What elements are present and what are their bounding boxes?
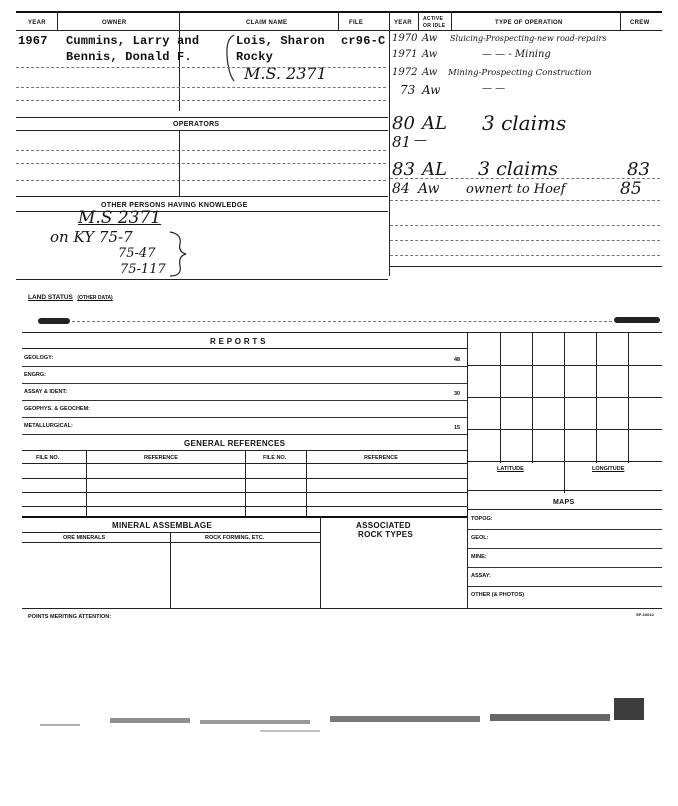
activity-year: 1970 <box>392 33 418 44</box>
operators-rule <box>16 150 386 151</box>
activity-row <box>392 67 662 83</box>
mineral-title: MINERAL ASSEMBLAGE <box>112 521 213 530</box>
col-divider <box>418 11 419 31</box>
rock-forming-label: ROCK FORMING, ETC. <box>205 535 265 541</box>
report-row <box>22 366 467 384</box>
activity-status: Aw <box>422 83 441 97</box>
header-type-of-operation: TYPE OF OPERATION <box>495 20 563 26</box>
activity-year: 83 <box>392 159 415 180</box>
references-col-file-no: FILE NO. <box>36 455 60 461</box>
operators-line <box>16 130 388 131</box>
map-row <box>468 529 662 549</box>
map-label: MINE: <box>471 554 487 560</box>
record-claim-mineral-survey: M.S. 2371 <box>244 64 327 83</box>
ore-minerals-label: ORE MINERALS <box>63 535 106 541</box>
grid-line <box>468 461 662 462</box>
activity-row <box>392 83 662 99</box>
land-status <box>28 286 113 304</box>
activity-rule <box>390 240 660 241</box>
section-rule <box>72 321 612 322</box>
report-label: GEOLOGY: <box>24 355 54 361</box>
activity-crew: 83 <box>627 159 650 180</box>
activity-rule <box>390 225 660 226</box>
header-year-2: YEAR <box>394 20 412 26</box>
operators-bottom-line <box>16 196 388 197</box>
lower-border <box>22 608 662 609</box>
references-col-reference-2: REFERENCE <box>364 455 398 461</box>
grid-line <box>468 429 662 430</box>
maps-title: MAPS <box>553 499 575 506</box>
activity-status: Aw <box>418 181 440 197</box>
persons-brace-icon <box>168 230 188 278</box>
header-year: YEAR <box>28 20 46 26</box>
grid-line <box>500 333 501 463</box>
references-divider <box>86 450 87 516</box>
report-number: 30 <box>454 391 461 397</box>
location-grid <box>468 333 662 463</box>
activity-operation: ownert to Hoef <box>466 182 566 197</box>
grid-line <box>468 397 662 398</box>
activity-bottom-line <box>390 266 662 267</box>
map-row <box>468 510 662 530</box>
record-rule <box>16 67 386 68</box>
col-divider <box>389 11 390 276</box>
activity-row <box>392 181 662 201</box>
map-label: GEOL: <box>471 535 489 541</box>
col-divider <box>620 11 621 31</box>
activity-row <box>392 49 662 65</box>
record-file: cr96-C <box>341 34 386 48</box>
activity-status: AL <box>422 159 447 180</box>
general-references-title: GENERAL REFERENCES <box>184 439 286 448</box>
report-row <box>22 400 467 418</box>
activity-status: AL <box>422 113 447 134</box>
activity-operation: — — - Mining <box>482 49 551 60</box>
report-number: 48 <box>454 357 461 363</box>
top-border <box>16 11 662 13</box>
map-row <box>468 567 662 587</box>
record-claim-line2: Rocky <box>236 50 274 64</box>
activity-status: Aw <box>422 67 438 78</box>
report-label: GEOPHYS. & GEOCHEM: <box>24 406 91 412</box>
land-status-note: (OTHER DATA) <box>77 295 113 301</box>
grid-line <box>532 333 533 463</box>
scan-mark <box>614 317 660 323</box>
references-col-file-no-2: FILE NO. <box>263 455 287 461</box>
record-rule <box>16 100 386 101</box>
latitude-label: LATITUDE <box>497 466 524 472</box>
map-row <box>468 548 662 568</box>
persons-bottom-line <box>16 279 388 280</box>
report-label: METALLURGICAL: <box>24 423 73 429</box>
other-persons-line1: M.S 2371 <box>78 208 162 228</box>
activity-operation: 3 claims <box>478 158 559 180</box>
mineral-divider <box>170 532 171 608</box>
mineral-divider <box>320 516 321 608</box>
grid-line <box>564 333 565 493</box>
activity-year: 81 <box>392 133 412 151</box>
mineral-line <box>22 532 320 533</box>
record-owner-line1: Cummins, Larry and <box>66 34 200 48</box>
record-owner-line2: Bennis, Donald F. <box>66 50 192 64</box>
col-divider <box>451 11 452 31</box>
activity-year: 1971 <box>392 49 418 60</box>
activity-year: 1972 <box>392 67 418 78</box>
reports-title: R E P O R T S <box>210 337 266 346</box>
operators-top-line <box>16 117 388 118</box>
report-label: ASSAY & IDENT: <box>24 389 68 395</box>
map-row <box>468 586 662 605</box>
activity-row <box>392 33 662 49</box>
map-label: ASSAY: <box>471 573 491 579</box>
activity-rule <box>390 200 660 201</box>
col-divider <box>338 11 339 31</box>
activity-row <box>392 113 662 135</box>
header-active: ACTIVE <box>423 16 444 22</box>
other-persons-line <box>16 211 388 212</box>
operators-rule <box>16 163 386 164</box>
maps-top-line <box>468 490 662 491</box>
record-rule <box>16 87 386 88</box>
record-year: 1967 <box>18 34 48 48</box>
maps-list <box>468 510 662 608</box>
header-claim-name: CLAIM NAME <box>246 20 288 26</box>
header-file: FILE <box>349 20 364 26</box>
points-meriting-attention: POINTS MERITING ATTENTION: <box>28 614 112 620</box>
activity-operation: Sluicing-Prospecting-new road-repairs <box>450 34 607 43</box>
claim-brace-icon <box>224 33 236 83</box>
other-persons-line3: 75-47 <box>118 246 156 261</box>
report-row <box>22 417 467 435</box>
map-label: TOPOG: <box>471 516 493 522</box>
map-label: OTHER (& PHOTOS) <box>471 592 525 598</box>
activity-operation: 3 claims <box>482 111 567 135</box>
header-owner: OWNER <box>102 20 127 26</box>
other-persons-line2: on KY 75-7 <box>50 228 133 246</box>
header-or-idle: OR IDLE <box>423 23 446 29</box>
references-col-reference: REFERENCE <box>144 455 178 461</box>
col-divider <box>57 11 58 31</box>
activity-operation: — <box>414 133 427 148</box>
activity-operation: — — <box>482 83 506 94</box>
report-row <box>22 349 467 367</box>
header-crew: CREW <box>630 20 650 26</box>
grid-line <box>596 333 597 463</box>
other-persons-line4: 75-117 <box>120 262 166 277</box>
activity-year: 80 <box>392 113 415 134</box>
references-divider <box>306 450 307 516</box>
scan-noise-band <box>0 690 678 780</box>
activity-crew: 85 <box>620 179 642 199</box>
mineral-line <box>22 542 320 543</box>
operators-divider <box>179 130 180 196</box>
land-status-label: LAND STATUS <box>28 294 73 301</box>
activity-year: 73 <box>400 83 416 97</box>
scan-mark <box>38 318 70 324</box>
activity-row <box>392 133 662 149</box>
rock-types-label: ROCK TYPES <box>358 530 414 539</box>
report-label: ENGRG: <box>24 372 46 378</box>
associated-label: ASSOCIATED <box>356 521 411 530</box>
grid-line <box>468 365 662 366</box>
activity-status: Aw <box>422 49 438 60</box>
references-bottom-line <box>22 516 467 518</box>
other-persons-title: OTHER PERSONS HAVING KNOWLEDGE <box>101 202 248 209</box>
activity-year: 84 <box>392 181 410 197</box>
operators-rule <box>16 180 386 181</box>
activity-operation: Mining-Prospecting Construction <box>448 68 592 78</box>
longitude-label: LONGITUDE <box>592 466 625 472</box>
grid-line <box>628 333 629 463</box>
activity-status: Aw <box>422 33 438 44</box>
report-number: 15 <box>454 425 461 431</box>
references-divider <box>245 450 246 516</box>
activity-rule <box>390 255 660 256</box>
record-claim-line1: Lois, Sharon <box>236 34 325 48</box>
activity-rule <box>390 178 660 179</box>
operators-title: OPERATORS <box>173 121 220 128</box>
reports-list <box>22 349 467 435</box>
form-code: SP-16012 <box>636 612 654 617</box>
report-row <box>22 383 467 401</box>
